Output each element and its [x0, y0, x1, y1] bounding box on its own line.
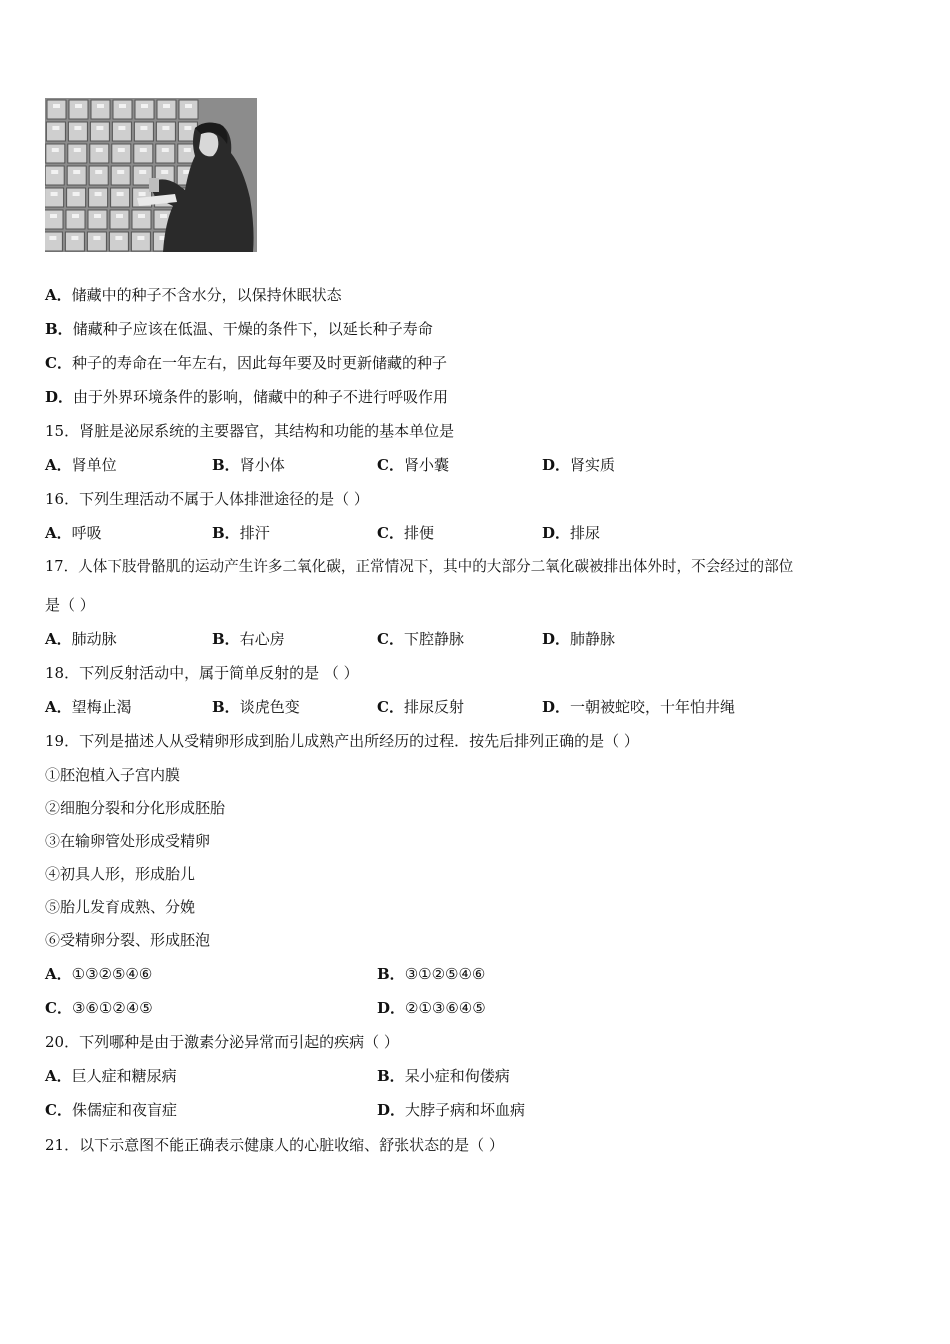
drawer-label [185, 104, 192, 108]
drawer-label [97, 104, 104, 108]
drawer [88, 210, 107, 229]
drawer-label [138, 214, 145, 218]
drawer-label [53, 104, 60, 108]
q14-option-c: C．种子的寿命在一年左右，因此每年要及时更新储藏的种子 [45, 354, 447, 372]
drawer [45, 188, 64, 207]
drawer-label [162, 126, 169, 130]
drawer [112, 122, 131, 141]
drawer [111, 188, 130, 207]
q19-step-2: ②细胞分裂和分化形成胚胎 [45, 799, 226, 817]
drawer-label [161, 170, 168, 174]
q18-option-c: C．排尿反射 [377, 698, 464, 716]
drawer [68, 144, 87, 163]
drawer-label [94, 214, 101, 218]
drawer [67, 166, 86, 185]
q19-option-c: C．③⑥①②④⑤ [45, 999, 153, 1017]
q19-option-a: A．①③②⑤④⑥ [45, 965, 153, 983]
drawer-label [140, 148, 147, 152]
q17-option-b: B．右心房 [212, 630, 285, 648]
q18-stem: 18．下列反射活动中，属于简单反射的是 （ ） [45, 664, 359, 682]
drawer-label [95, 170, 102, 174]
drawer-label [71, 236, 78, 240]
drawer [156, 144, 175, 163]
drawer-label [52, 126, 59, 130]
drawer [46, 122, 65, 141]
drawer [66, 210, 85, 229]
drawer [111, 166, 130, 185]
drawer-label [75, 104, 82, 108]
drawer-label [160, 214, 167, 218]
drawer [156, 122, 175, 141]
drawer-label [72, 214, 79, 218]
drawer [134, 122, 153, 141]
q19-stem: 19．下列是描述人从受精卵形成到胎儿成熟产出所经历的过程．按先后排列正确的是（ ） [45, 732, 639, 750]
drawer [91, 100, 110, 119]
drawer [112, 144, 131, 163]
drawer [132, 210, 151, 229]
seed-storage-photo [45, 98, 257, 252]
drawer [179, 100, 198, 119]
drawer-label [116, 214, 123, 218]
q17-stem-line2: 是（ ） [45, 596, 95, 614]
drawer [134, 144, 153, 163]
q16-option-d: D．排尿 [542, 524, 601, 542]
drawer-label [141, 104, 148, 108]
drawer-label [52, 148, 59, 152]
drawer [90, 122, 109, 141]
q19-step-4: ④初具人形，形成胎儿 [45, 865, 196, 883]
q16-stem: 16．下列生理活动不属于人体排泄途径的是（ ） [45, 490, 369, 508]
drawer-label [49, 236, 56, 240]
drawer-label [73, 192, 80, 196]
q17-option-a: A．肺动脉 [45, 630, 117, 648]
drawer-label [74, 126, 81, 130]
q14-option-a: A．储藏中的种子不含水分，以保持休眠状态 [45, 286, 342, 304]
q14-option-b: B．储藏种子应该在低温、干燥的条件下，以延长种子寿命 [45, 320, 433, 338]
q19-step-5: ⑤胎儿发育成熟、分娩 [45, 898, 196, 916]
drawer [68, 122, 87, 141]
drawer-label [118, 126, 125, 130]
q16-option-c: C．排便 [377, 524, 434, 542]
q15-option-a: A．肾单位 [45, 456, 117, 474]
drawer-label [139, 192, 146, 196]
q20-option-b: B．呆小症和佝偻病 [377, 1067, 510, 1085]
drawer-label [93, 236, 100, 240]
drawer-label [50, 214, 57, 218]
q15-option-d: D．肾实质 [542, 456, 616, 474]
q14-option-d: D．由于外界环境条件的影响，储藏中的种子不进行呼吸作用 [45, 388, 449, 406]
q19-step-1: ①胚泡植入子宫内膜 [45, 766, 181, 784]
drawer-label [118, 148, 125, 152]
q19-option-b: B．③①②⑤④⑥ [377, 965, 486, 983]
drawer-label [137, 236, 144, 240]
drawer-label [184, 148, 191, 152]
q17-option-d: D．肺静脉 [542, 630, 616, 648]
drawer [110, 210, 129, 229]
drawer-label [119, 104, 126, 108]
q20-option-c: C．侏儒症和夜盲症 [45, 1101, 177, 1119]
q20-stem: 20．下列哪种是由于激素分泌异常而引起的疾病（ ） [45, 1033, 399, 1051]
q15-option-b: B．肾小体 [212, 456, 285, 474]
q16-option-a: A．呼吸 [45, 524, 102, 542]
drawer [113, 100, 132, 119]
drawer [87, 232, 106, 251]
drawer-label [139, 170, 146, 174]
q17-stem-line1: 17．人体下肢骨骼肌的运动产生许多二氧化碳，正常情况下，其中的大部分二氧化碳被排出体外时，不会经过的部位 [45, 558, 794, 575]
q17-option-c: C．下腔静脉 [377, 630, 464, 648]
q21-stem: 21．以下示意图不能正确表示健康人的心脏收缩、舒张状态的是（ ） [45, 1136, 504, 1154]
drawer-label [74, 148, 81, 152]
q15-option-c: C．肾小囊 [377, 456, 449, 474]
drawer [90, 144, 109, 163]
drawer-label [184, 126, 191, 130]
drawer [89, 188, 108, 207]
drawer [109, 232, 128, 251]
drawer [45, 210, 63, 229]
drawer [157, 100, 176, 119]
drawer-label [51, 170, 58, 174]
q19-step-3: ③在输卵管处形成受精卵 [45, 832, 211, 850]
drawer-label [73, 170, 80, 174]
drawer [65, 232, 84, 251]
drawer [69, 100, 88, 119]
drawer-label [96, 148, 103, 152]
drawer-label [162, 148, 169, 152]
drawer [45, 232, 62, 251]
drawer-label [95, 192, 102, 196]
q16-option-b: B．排汗 [212, 524, 270, 542]
drawer [47, 100, 66, 119]
drawer-label [51, 192, 58, 196]
drawer-label [117, 170, 124, 174]
q15-stem: 15．肾脏是泌尿系统的主要器官，其结构和功能的基本单位是 [45, 422, 455, 440]
drawer-label [96, 126, 103, 130]
drawer [89, 166, 108, 185]
drawer-label [140, 126, 147, 130]
q19-option-d: D．②①③⑥④⑤ [377, 999, 486, 1017]
drawer [131, 232, 150, 251]
q19-step-6: ⑥受精卵分裂、形成胚泡 [45, 931, 211, 949]
q18-option-b: B．谈虎色变 [212, 698, 300, 716]
drawer-label [163, 104, 170, 108]
q20-option-d: D．大脖子病和坏血病 [377, 1101, 526, 1119]
q20-option-a: A．巨人症和糖尿病 [45, 1067, 177, 1085]
drawer [67, 188, 86, 207]
q18-option-a: A．望梅止渴 [45, 698, 132, 716]
drawer-label [115, 236, 122, 240]
drawer [135, 100, 154, 119]
drawer-label [117, 192, 124, 196]
drawer [46, 144, 65, 163]
q18-option-d: D．一朝被蛇咬，十年怕井绳 [542, 698, 736, 716]
drawer [45, 166, 64, 185]
